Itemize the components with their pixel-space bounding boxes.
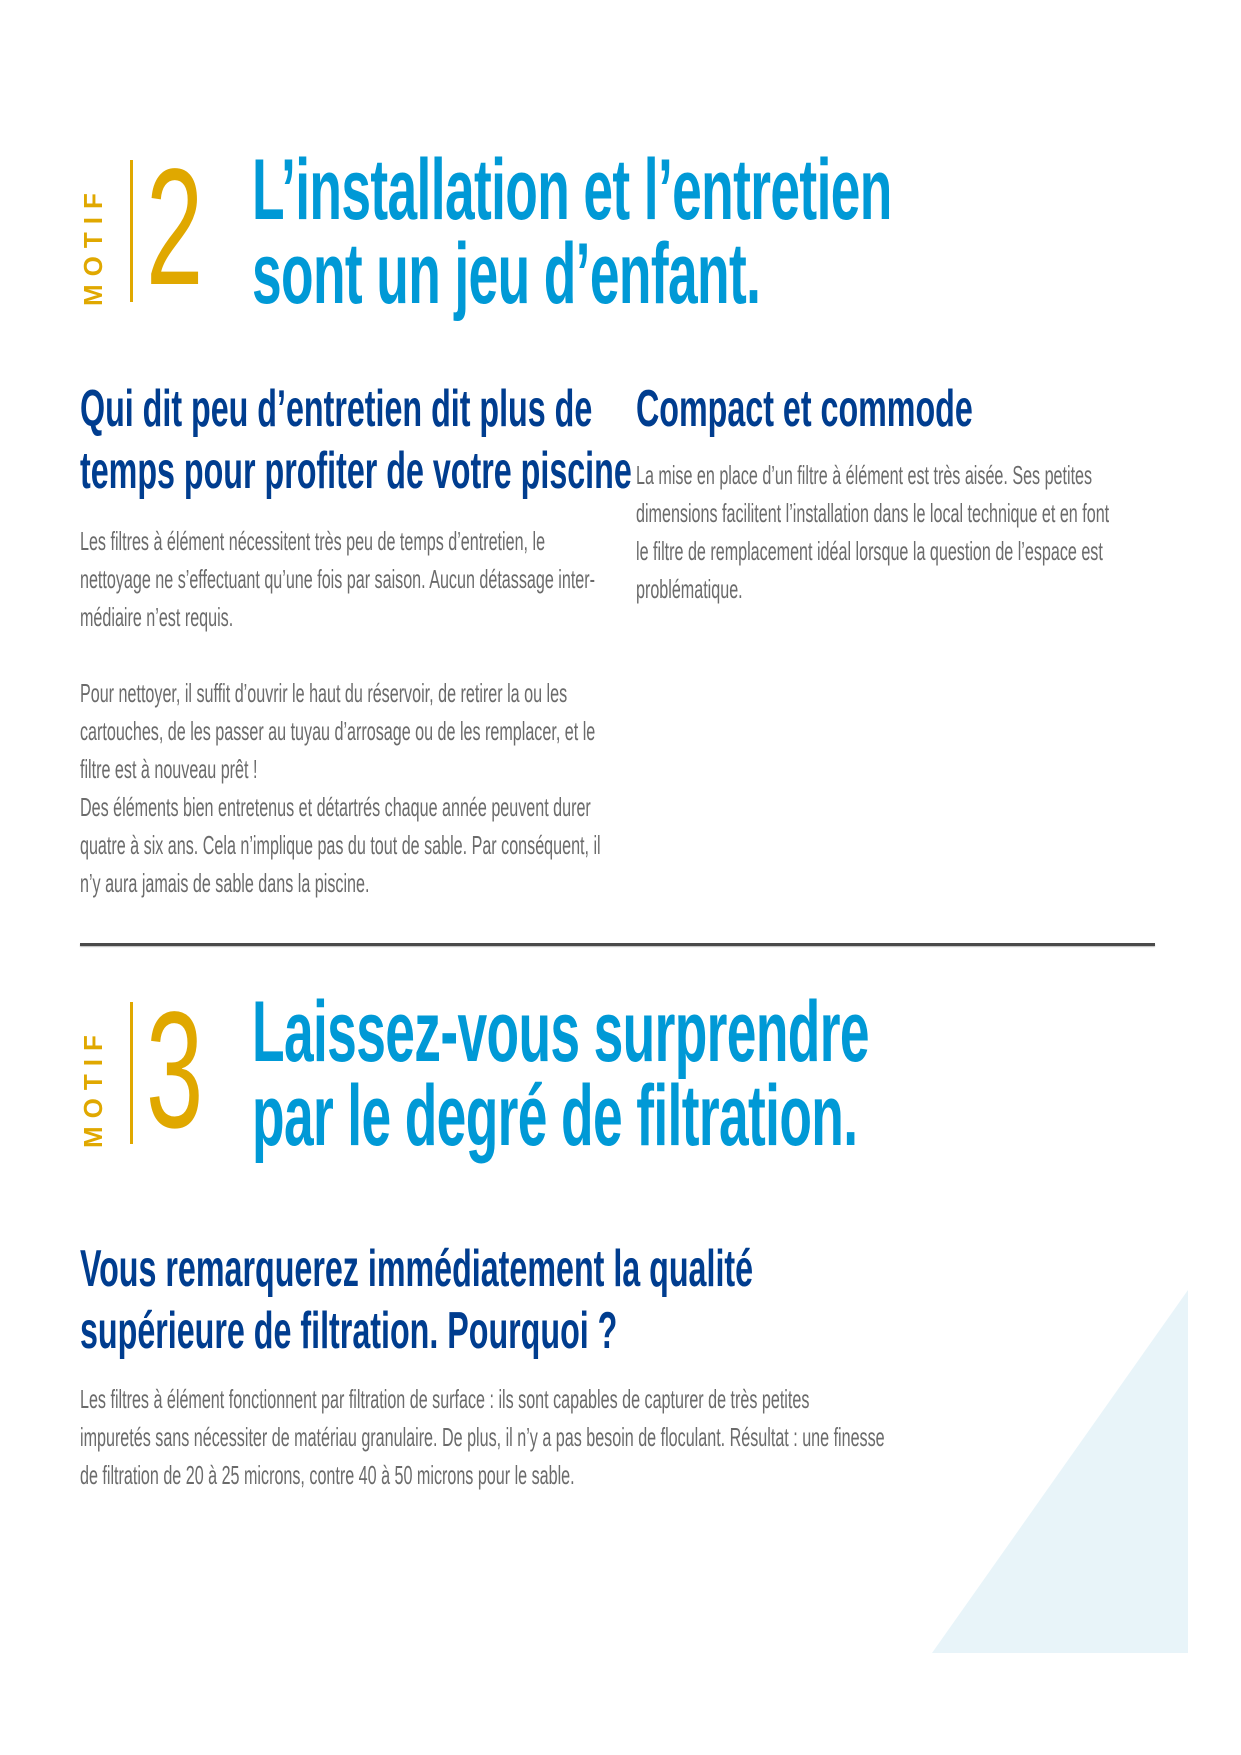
motif-2-separator [130,160,133,302]
motif-2-right-paragraph [636,456,1109,608]
heading-line: Vous remarquerez immédiatement la qualité [80,1240,754,1298]
text-line: La mise en place d’un filtre à élément est très aisée. Ses petites [636,460,1093,490]
text-line: de filtration de 20 à 25 microns, contre 40 à 50 microns pour le sable. [80,1460,575,1490]
motif-3-title-line-1: Laissez-vous surprendre [252,984,869,1080]
text-line: problématique. [636,574,743,604]
text-line: Les filtres à élément fonctionnent par filtration de surface : ils sont capables de capturer de très petites [80,1384,810,1414]
motif-3-title-line-2: par le degré de filtration. [252,1068,858,1164]
heading-line: Qui dit peu d’entretien dit plus de [80,380,593,438]
heading-line: supérieure de filtration. Pourquoi ? [80,1302,618,1360]
motif-3-heading [80,1238,753,1362]
text-line: impuretés sans nécessiter de matériau granulaire. De plus, il n’y a pas besoin de floculant. Résultat : une finesse [80,1422,885,1452]
motif-2-left-paragraph-2 [80,674,601,902]
text-line: dimensions facilitent l’installation dans le local technique et en font [636,498,1110,528]
heading-line: temps pour profiter de votre piscine [80,442,632,500]
motif-3-title [252,984,869,1164]
section-divider [80,943,1155,946]
motif-2-title-line-1: L’installation et l’entretien [252,142,892,238]
motif-2-title [252,142,892,322]
text-line: quatre à six ans. Cela n’implique pas du tout de sable. Par conséquent, il [80,830,601,860]
motif-3-separator [130,1002,133,1144]
motif-2-left-heading [80,378,632,502]
motif-3-number: 3 [146,978,204,1163]
decorative-triangle [932,1290,1188,1653]
text-line: filtre est à nouveau prêt ! [80,754,258,784]
motif-3-paragraph [80,1380,885,1494]
motif-2-label: MOTIF [78,185,108,306]
text-line: le filtre de remplacement idéal lorsque la question de l’espace est [636,536,1103,566]
motif-2-number: 2 [146,135,204,320]
text-line: n’y aura jamais de sable dans la piscine. [80,868,370,898]
motif-2-right-heading: Compact et commode [636,380,973,438]
text-line: Pour nettoyer, il suffit d’ouvrir le haut du réservoir, de retirer la ou les [80,678,568,708]
motif-3-label: MOTIF [78,1027,108,1148]
text-line: Les filtres à élément nécessitent très peu de temps d’entretien, le [80,526,546,556]
text-line: cartouches, de les passer au tuyau d’arrosage ou de les remplacer, et le [80,716,596,746]
motif-2-title-line-2: sont un jeu d’enfant. [252,226,761,322]
motif-2-left-paragraph-1 [80,522,595,636]
text-line: médiaire n’est requis. [80,602,234,632]
text-line: Des éléments bien entretenus et détartrés chaque année peuvent durer [80,792,591,822]
text-line: nettoyage ne s’effectuant qu’une fois par saison. Aucun détassage inter- [80,564,596,594]
